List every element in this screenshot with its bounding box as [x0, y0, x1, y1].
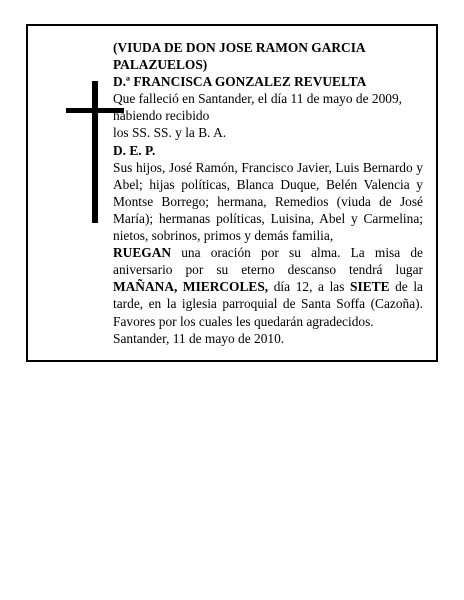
mass-announcement: [113, 244, 423, 329]
day-word: MAÑANA, MIERCOLES,: [113, 279, 269, 295]
place-text: de la tarde, en la iglesia parroquial de Santa Soffa (Cazoña). Favores por los cuales les quedarán agradecidos.: [113, 279, 423, 329]
date-line: Santander, 11 de mayo de 2010.: [113, 330, 285, 346]
cross-icon: [92, 81, 98, 223]
time-word: SIETE: [350, 279, 390, 295]
notice-heading: (VIUDA DE DON JOSE RAMON GARCIA PALAZUELOS): [113, 40, 365, 73]
rip-line: D. E. P.: [113, 142, 156, 158]
notice-text: [113, 39, 423, 347]
day-text: día 12, a las: [268, 279, 351, 295]
request-word: RUEGAN: [113, 245, 172, 261]
deceased-name: D.ª FRANCISCA GONZALEZ REVUELTA: [113, 74, 367, 90]
request-text: una oración por su alma. La misa de aniversario por su eterno descanso tendrá lugar: [113, 245, 423, 278]
sacraments-line: los SS. SS. y la B. A.: [113, 125, 227, 141]
family-list: Sus hijos, José Ramón, Francisco Javier, Luis Bernardo y Abel; hijas políticas, Blanca Duque, Belén Valencia y Montse Borrego; hermana, Remedios (viuda de José María); hermanas políticas, Luisina, Abel y Carmelina; nietos, sobrinos, primos y demás familia,: [113, 159, 423, 244]
death-info: Que falleció en Santander, el día 11 de mayo de 2009, habiendo recibido: [113, 91, 402, 124]
